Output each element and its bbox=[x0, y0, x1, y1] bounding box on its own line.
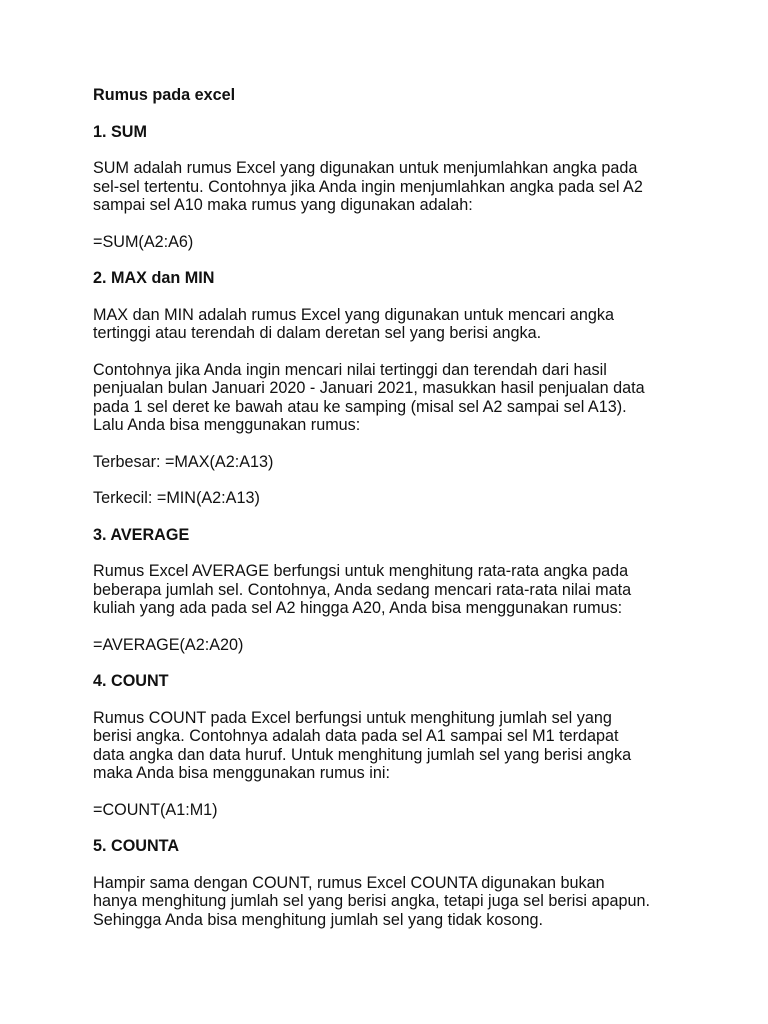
section-heading-max-min: 2. MAX dan MIN bbox=[93, 269, 215, 287]
text-line: Hampir sama dengan COUNT, rumus Excel COUNTA digunakan bukan bbox=[93, 873, 605, 892]
text-line: Rumus Excel AVERAGE berfungsi untuk menghitung rata-rata angka pada bbox=[93, 562, 629, 580]
section-heading-sum: 1. SUM bbox=[93, 122, 147, 141]
text-line: beberapa jumlah sel. Contohnya, Anda sedang mencari rata-rata nilai mata bbox=[93, 580, 632, 599]
text-line: pada 1 sel deret ke bawah atau ke samping (misal sel A2 sampai sel A13). bbox=[93, 397, 627, 416]
document-page bbox=[93, 86, 693, 929]
section-heading-counta: 5. COUNTA bbox=[93, 837, 180, 855]
section-heading-count: 4. COUNT bbox=[93, 672, 169, 690]
text-line: Contohnya jika Anda ingin mencari nilai tertinggi dan terendah dari hasil bbox=[93, 360, 607, 379]
text-line: MAX dan MIN adalah rumus Excel yang digunakan untuk mencari angka bbox=[93, 305, 614, 324]
text-line: sampai sel A10 maka rumus yang digunakan adalah: bbox=[93, 196, 473, 214]
text-line: sel-sel tertentu. Contohnya jika Anda ingin menjumlahkan angka pada sel A2 bbox=[93, 177, 643, 196]
section-heading-average: 3. AVERAGE bbox=[93, 525, 190, 544]
paragraph bbox=[93, 306, 693, 343]
formula-count: =COUNT(A1:M1) bbox=[93, 800, 218, 819]
text-line: maka Anda bisa menggunakan rumus ini: bbox=[93, 764, 390, 782]
text-line: kuliah yang ada pada sel A2 hingga A20, Anda bisa menggunakan rumus: bbox=[93, 599, 623, 617]
paragraph bbox=[93, 562, 693, 618]
formula-average: =AVERAGE(A2:A20) bbox=[93, 635, 244, 654]
paragraph bbox=[93, 361, 693, 435]
text-line: SUM adalah rumus Excel yang digunakan untuk menjumlahkan angka pada bbox=[93, 159, 638, 177]
text-line: hanya menghitung jumlah sel yang berisi angka, tetapi juga sel berisi apapun. bbox=[93, 892, 651, 910]
formula-max: Terbesar: =MAX(A2:A13) bbox=[93, 452, 274, 471]
text-line: data angka dan data huruf. Untuk menghitung jumlah sel yang berisi angka bbox=[93, 745, 632, 764]
text-line: penjualan bulan Januari 2020 - Januari 2021, masukkan hasil penjualan data bbox=[93, 379, 645, 397]
paragraph bbox=[93, 159, 693, 215]
text-line: Rumus COUNT pada Excel berfungsi untuk menghitung jumlah sel yang bbox=[93, 708, 612, 727]
formula-min: Terkecil: =MIN(A2:A13) bbox=[93, 489, 260, 507]
text-line: berisi angka. Contohnya adalah data pada sel A1 sampai sel M1 terdapat bbox=[93, 727, 619, 745]
text-line: tertinggi atau terendah di dalam deretan sel yang berisi angka. bbox=[93, 324, 542, 342]
formula-sum: =SUM(A2:A6) bbox=[93, 232, 194, 251]
paragraph bbox=[93, 874, 693, 930]
paragraph bbox=[93, 709, 693, 783]
document-title: Rumus pada excel bbox=[93, 86, 236, 104]
text-line: Sehingga Anda bisa menghitung jumlah sel yang tidak kosong. bbox=[93, 910, 543, 929]
text-line: Lalu Anda bisa menggunakan rumus: bbox=[93, 416, 361, 434]
